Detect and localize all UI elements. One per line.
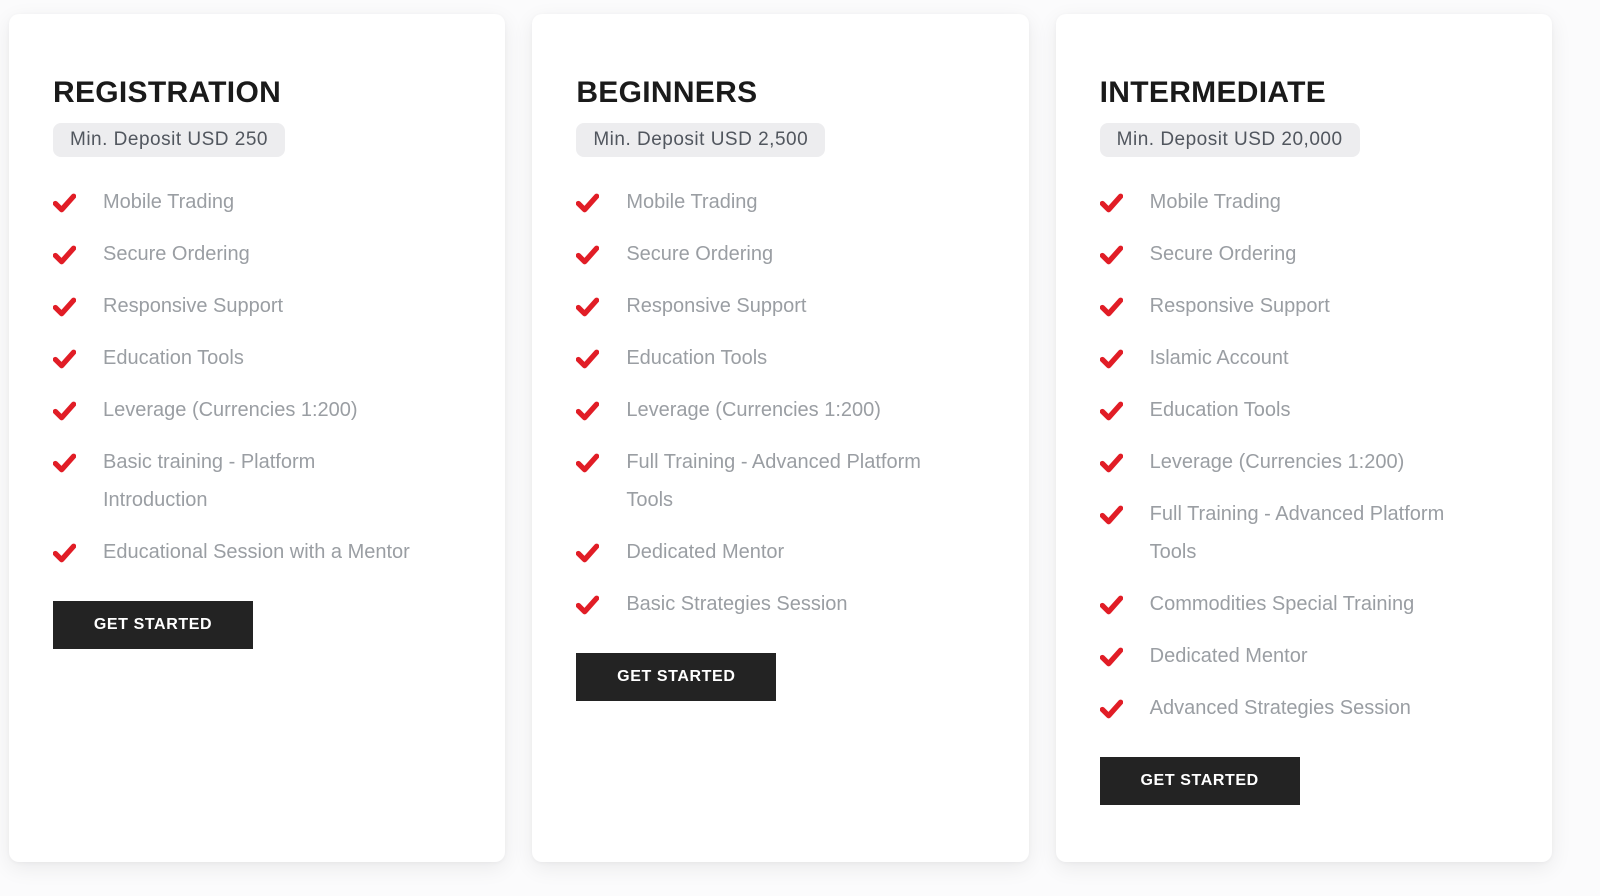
feature-item <box>576 287 984 325</box>
feature-item <box>53 183 461 221</box>
feature-label: Dedicated Mentor <box>626 541 785 563</box>
feature-list <box>53 183 461 571</box>
feature-label: Secure Ordering <box>103 243 250 265</box>
feature-label: Mobile Trading <box>626 191 758 213</box>
check-icon <box>576 399 626 422</box>
plan-title: REGISTRATION <box>53 76 282 109</box>
check-icon <box>1100 697 1150 720</box>
check-icon <box>1100 347 1150 370</box>
check-icon <box>1100 243 1150 266</box>
feature-item <box>1100 235 1508 273</box>
feature-label: Mobile Trading <box>103 191 235 213</box>
feature-label: Basic Strategies Session <box>626 593 848 615</box>
feature-label: Leverage (Currencies 1:200) <box>1149 451 1405 473</box>
get-started-button[interactable]: GET STARTED <box>576 653 776 701</box>
feature-item <box>576 533 984 571</box>
feature-list <box>1100 183 1508 727</box>
feature-label: Commodities Special Training <box>1149 593 1415 615</box>
get-started-button[interactable]: GET STARTED <box>53 601 253 649</box>
feature-item <box>1100 339 1508 377</box>
check-icon <box>576 451 626 474</box>
check-icon <box>53 347 103 370</box>
feature-item <box>1100 287 1508 325</box>
feature-label: Education Tools <box>1149 399 1291 421</box>
plan-card-registration <box>9 14 505 862</box>
feature-item <box>53 533 461 571</box>
feature-item <box>576 391 984 429</box>
check-icon <box>1100 191 1150 214</box>
min-deposit-badge: Min. Deposit USD 250 <box>53 123 285 157</box>
feature-label: Educational Session with a Mentor <box>103 541 410 563</box>
feature-label: Responsive Support <box>1149 295 1330 317</box>
feature-item <box>576 443 984 519</box>
check-icon <box>53 541 103 564</box>
check-icon <box>576 593 626 616</box>
feature-label: Education Tools <box>626 347 768 369</box>
plan-title: BEGINNERS <box>576 76 758 109</box>
feature-label: Full Training - Advanced Platform Tools <box>1149 503 1445 563</box>
feature-item <box>1100 183 1508 221</box>
feature-item <box>576 585 984 623</box>
feature-label: Secure Ordering <box>626 243 774 265</box>
check-icon <box>1100 451 1150 474</box>
check-icon <box>1100 399 1150 422</box>
feature-item <box>1100 391 1508 429</box>
feature-item <box>1100 443 1508 481</box>
feature-label: Advanced Strategies Session <box>1149 697 1411 719</box>
check-icon <box>53 451 103 474</box>
check-icon <box>53 191 103 214</box>
feature-label: Mobile Trading <box>1149 191 1281 213</box>
feature-label: Islamic Account <box>1149 347 1289 369</box>
feature-item <box>1100 585 1508 623</box>
plan-card-beginners <box>532 14 1028 862</box>
min-deposit-badge: Min. Deposit USD 20,000 <box>1100 123 1360 157</box>
feature-item <box>1100 495 1508 571</box>
feature-label: Basic training - Platform Introduction <box>103 451 316 511</box>
feature-list <box>576 183 984 623</box>
feature-label: Responsive Support <box>626 295 807 317</box>
feature-item <box>53 443 461 519</box>
check-icon <box>576 347 626 370</box>
check-icon <box>1100 645 1150 668</box>
feature-item <box>576 235 984 273</box>
feature-item <box>1100 689 1508 727</box>
feature-label: Leverage (Currencies 1:200) <box>626 399 881 421</box>
feature-label: Responsive Support <box>103 295 284 317</box>
check-icon <box>53 295 103 318</box>
feature-item <box>576 183 984 221</box>
check-icon <box>576 191 626 214</box>
check-icon <box>1100 295 1150 318</box>
check-icon <box>53 243 103 266</box>
check-icon <box>1100 593 1150 616</box>
feature-item <box>53 391 461 429</box>
min-deposit-badge: Min. Deposit USD 2,500 <box>576 123 825 157</box>
feature-label: Education Tools <box>103 347 244 369</box>
feature-label: Secure Ordering <box>1149 243 1297 265</box>
feature-item <box>53 235 461 273</box>
plan-title: INTERMEDIATE <box>1099 76 1327 109</box>
feature-item <box>53 287 461 325</box>
check-icon <box>576 541 626 564</box>
feature-item <box>576 339 984 377</box>
feature-item <box>53 339 461 377</box>
feature-label: Leverage (Currencies 1:200) <box>103 399 358 421</box>
check-icon <box>576 243 626 266</box>
check-icon <box>576 295 626 318</box>
get-started-button[interactable]: GET STARTED <box>1100 757 1300 805</box>
feature-label: Full Training - Advanced Platform Tools <box>626 451 921 511</box>
feature-label: Dedicated Mentor <box>1149 645 1308 667</box>
feature-item <box>1100 637 1508 675</box>
check-icon <box>1100 503 1150 526</box>
plan-card-intermediate <box>1056 14 1552 862</box>
check-icon <box>53 399 103 422</box>
